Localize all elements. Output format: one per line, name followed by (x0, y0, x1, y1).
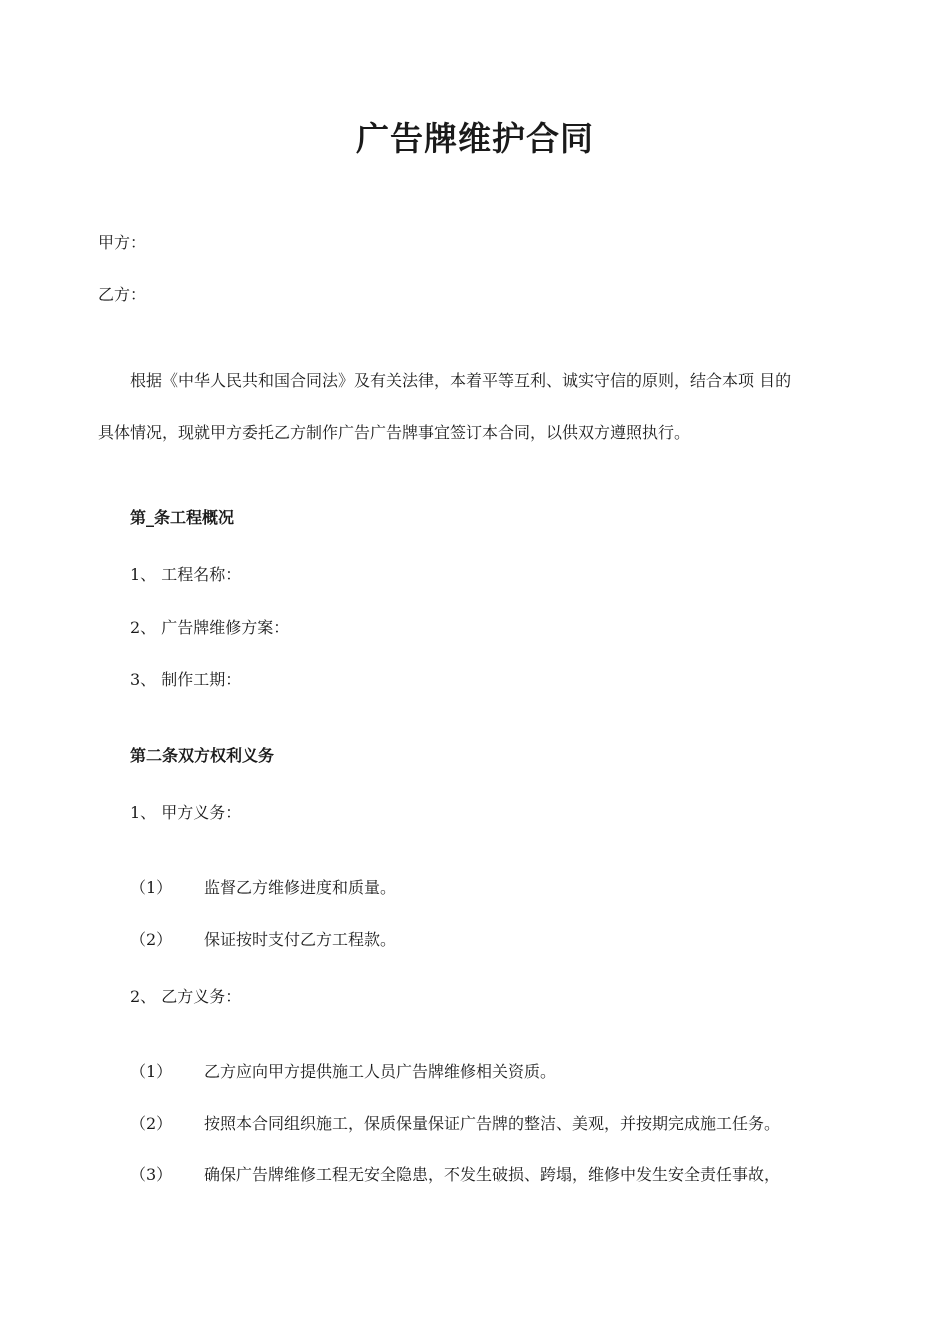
duty-number: （1） (130, 1062, 173, 1081)
article-2-heading: 第二条双方权利义务 (130, 746, 275, 765)
duty-number: （2） (130, 1114, 173, 1133)
duty-number: （1） (130, 878, 173, 897)
duty-text: 按照本合同组织施工，保质保量保证广告牌的整洁、美观，并按期完成施工任务。 (204, 1114, 781, 1133)
duty-number: （2） (130, 930, 173, 949)
party-b-label: 乙方： (98, 285, 147, 304)
duty-text: 乙方应向甲方提供施工人员广告牌维修相关资质。 (204, 1062, 557, 1081)
party-b-duty-3 (130, 1163, 780, 1187)
duty-text: 确保广告牌维修工程无安全隐患，不发生破损、跨塌，维修中发生安全责任事故， (204, 1165, 781, 1184)
party-a-label: 甲方： (98, 233, 147, 252)
party-b-duties-label: 2、 乙方义务： (130, 987, 242, 1006)
article-1-heading: 第_条工程概况 (130, 508, 235, 527)
duty-number: （3） (130, 1165, 173, 1184)
duty-text: 保证按时支付乙方工程款。 (204, 930, 397, 949)
article-1-item-2: 2、 广告牌维修方案： (130, 618, 290, 637)
article-1-item-1: 1、 工程名称： (130, 565, 242, 584)
preamble-line-2: 具体情况，现就甲方委托乙方制作广告广告牌事宜签订本合同，以供双方遵照执行。 (98, 423, 691, 442)
preamble-line-1: 根据《中华人民共和国合同法》及有关法律，本着平等互利、诚实守信的原则，结合本项 目的 (130, 371, 792, 390)
article-1-item-3: 3、 制作工期： (130, 670, 242, 689)
party-b-duty-2 (130, 1112, 780, 1136)
party-a-duties-label: 1、 甲方义务： (130, 803, 242, 822)
party-a-duty-1 (130, 876, 396, 900)
duty-text: 监督乙方维修进度和质量。 (204, 878, 397, 897)
party-a-duty-2 (130, 928, 396, 952)
party-b-duty-1 (130, 1060, 556, 1084)
document-title: 广告牌维护合同 (356, 119, 594, 158)
